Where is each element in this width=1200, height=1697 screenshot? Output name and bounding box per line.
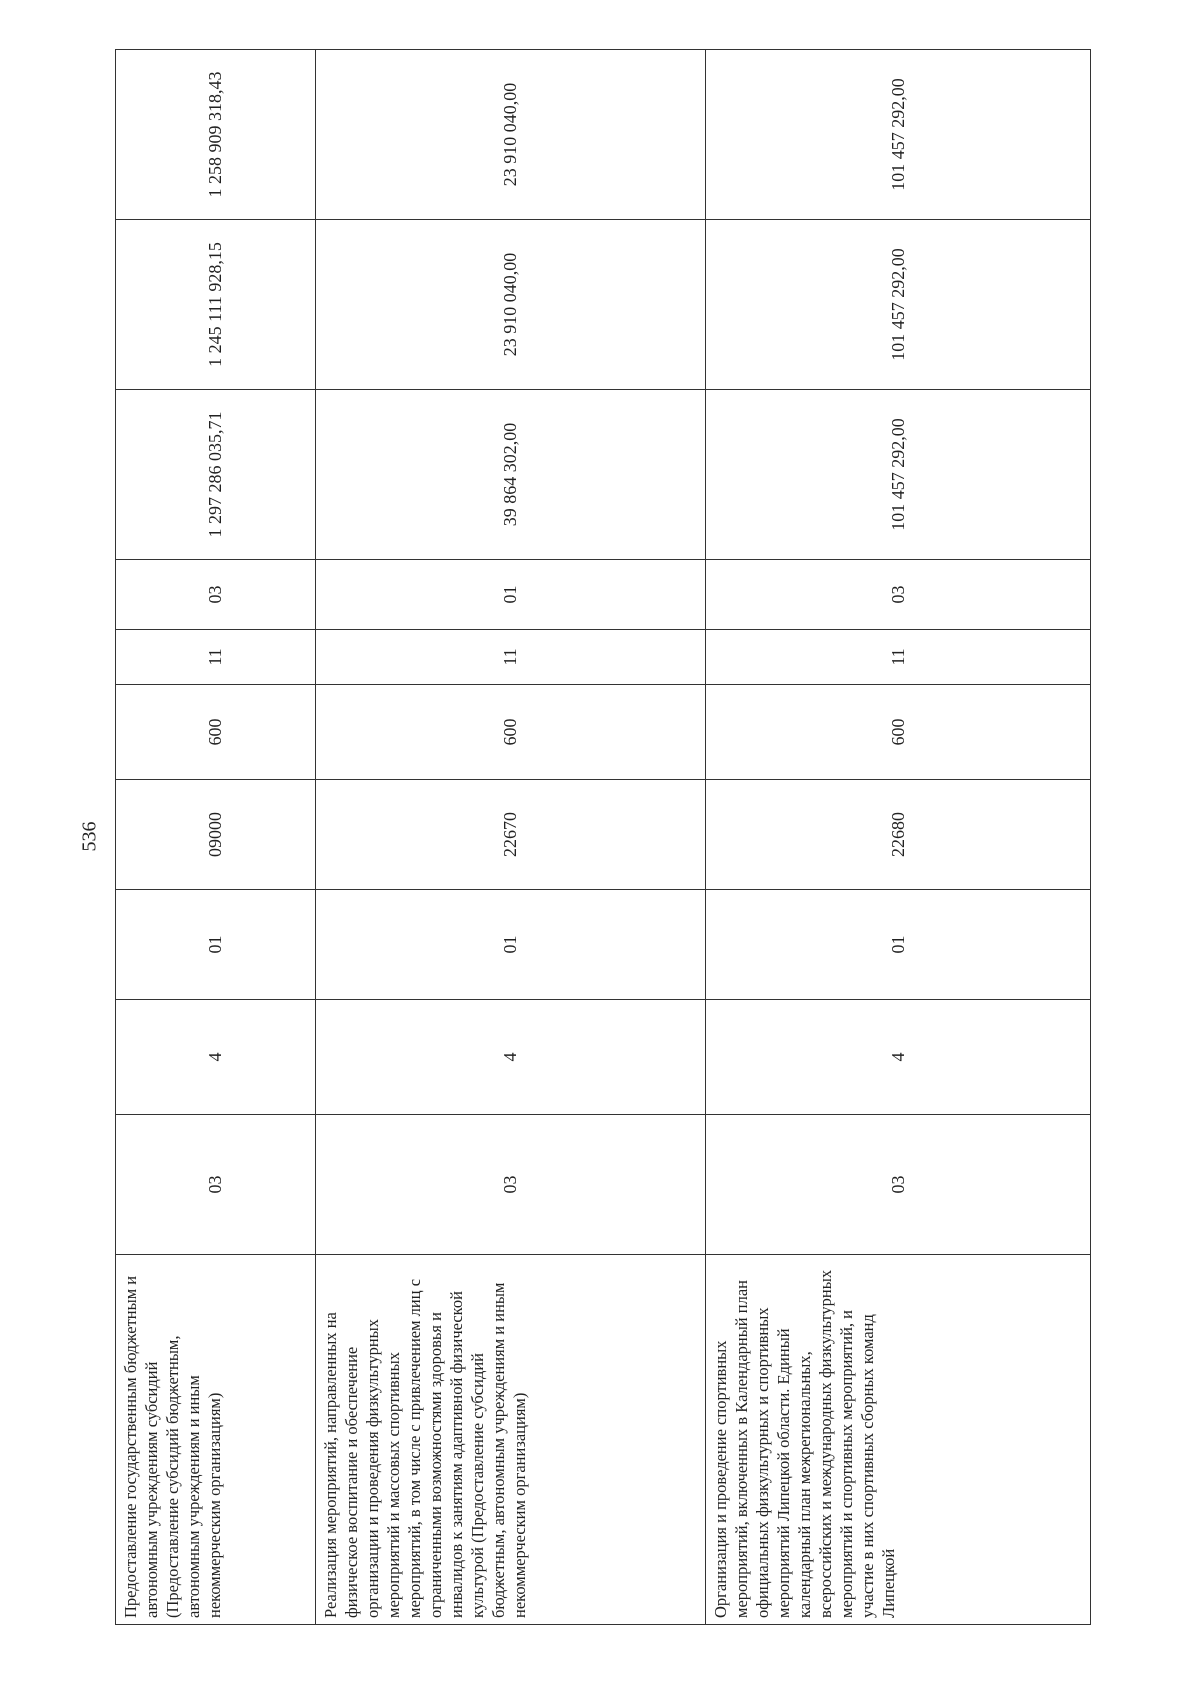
amount-cell: 1 245 111 928,15 [116,220,316,390]
amount-cell: 39 864 302,00 [316,390,706,560]
code-cell: 600 [116,685,316,780]
budget-table [115,49,1091,1625]
code-cell: 01 [316,890,706,1000]
code-cell: 03 [116,560,316,630]
code-cell: 03 [316,1115,706,1255]
code-cell: 600 [706,685,1091,780]
code-cell: 4 [316,1000,706,1115]
code-cell: 03 [116,1115,316,1255]
code-cell: 11 [706,630,1091,685]
code-cell: 600 [316,685,706,780]
code-cell: 01 [706,890,1091,1000]
code-cell: 03 [706,1115,1091,1255]
table-row [116,50,316,1625]
page-number: 536 [78,821,101,852]
code-cell: 01 [116,890,316,1000]
rotated-page-content [115,50,1090,1625]
code-cell: 09000 [116,780,316,890]
code-cell: 22670 [316,780,706,890]
row-description: Организация и проведение спортивных мероприятий, включенных в Календарный план официальных физкультурных и спортивных мероприятий Липецкой области. Единый календарный план межрегиональных, всероссийских и международных физкультурных мероприятий и спортивных мероприятий, и участие в них спортивных сборных команд Липецкой [706,1255,1091,1625]
code-cell: 11 [116,630,316,685]
amount-cell: 101 457 292,00 [706,390,1091,560]
code-cell: 01 [316,560,706,630]
row-description: Предоставление государственным бюджетным и автономным учреждениям субсидий (Предоставление субсидий бюджетным, автономным учреждениям и иным некоммерческим организациям) [116,1255,316,1625]
amount-cell: 23 910 040,00 [316,220,706,390]
table-row [316,50,706,1625]
code-cell: 4 [706,1000,1091,1115]
code-cell: 11 [316,630,706,685]
amount-cell: 23 910 040,00 [316,50,706,220]
row-description: Реализация мероприятий, направленных на физическое воспитание и обеспечение организации и проведения физкультурных мероприятий и массовых спортивных мероприятий, в том числе с привлечением лиц с ограниченными возможностями здоровья и инвалидов к занятиям адаптивной физической культурой (Предоставление субсидий бюджетным, автономным учреждениям и иным некоммерческим организациям) [316,1255,706,1625]
amount-cell: 1 297 286 035,71 [116,390,316,560]
amount-cell: 101 457 292,00 [706,220,1091,390]
amount-cell: 101 457 292,00 [706,50,1091,220]
amount-cell: 1 258 909 318,43 [116,50,316,220]
code-cell: 22680 [706,780,1091,890]
code-cell: 4 [116,1000,316,1115]
code-cell: 03 [706,560,1091,630]
table-row [706,50,1091,1625]
